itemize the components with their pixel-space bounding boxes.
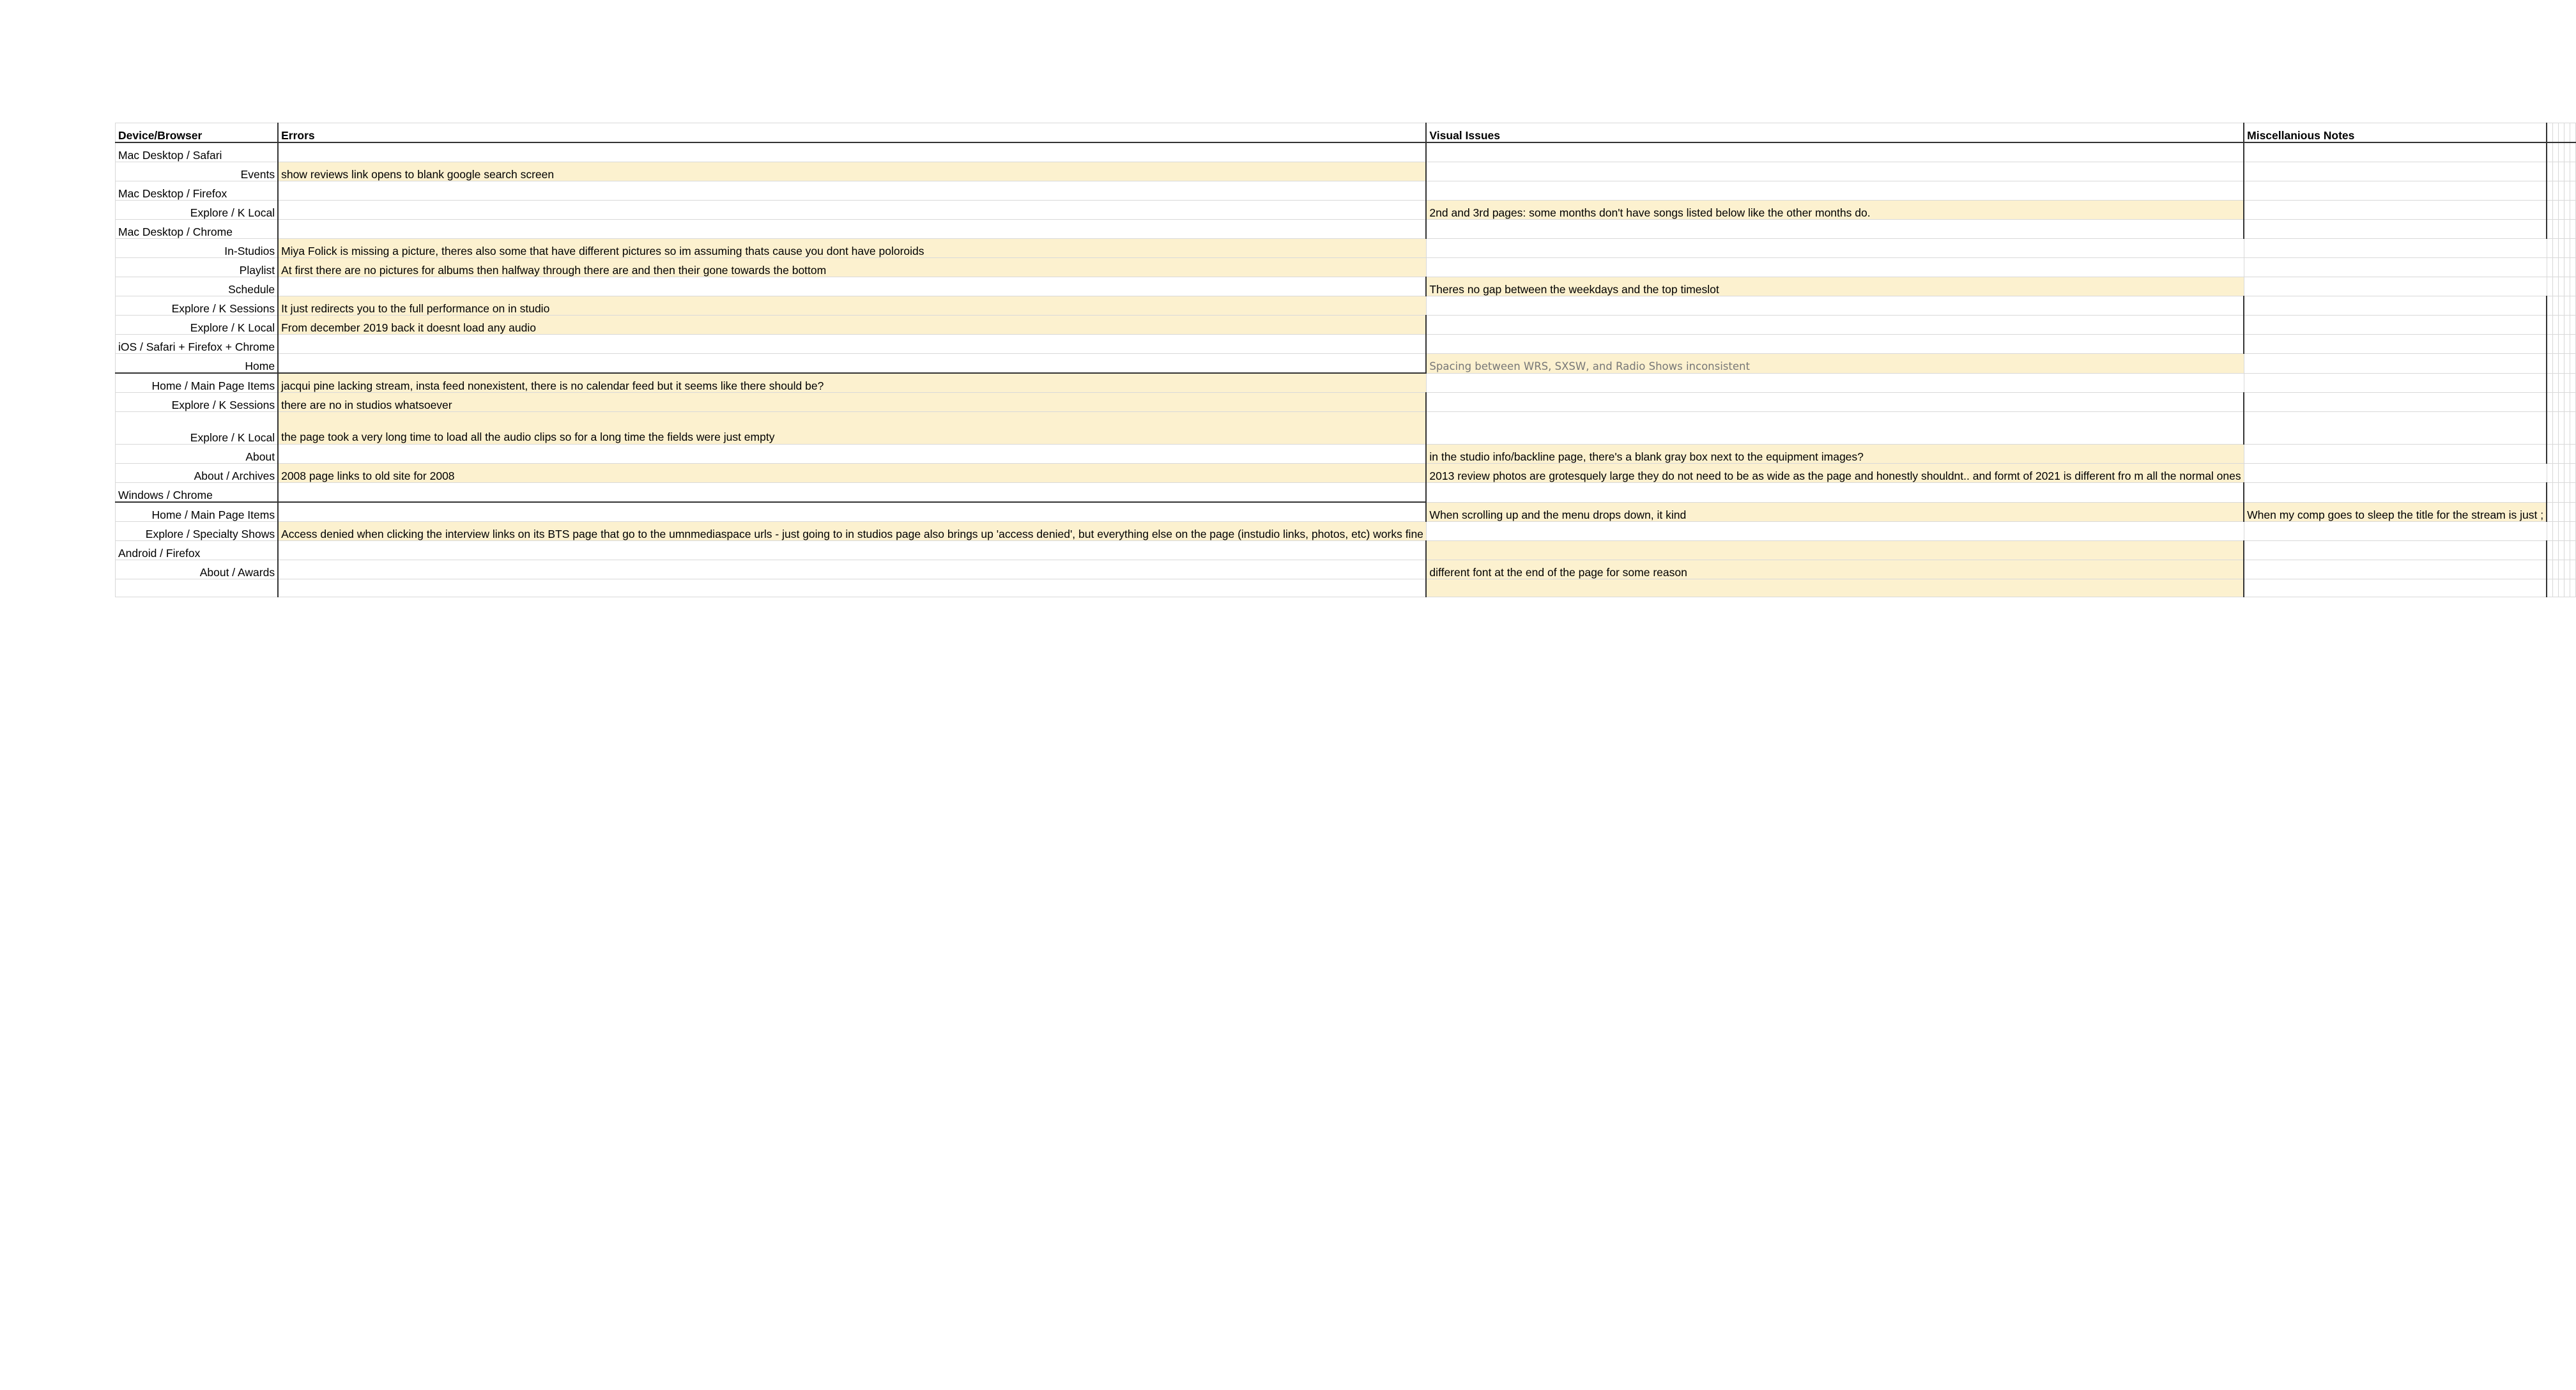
- cell[interactable]: [2570, 258, 2576, 277]
- cell[interactable]: [2570, 373, 2576, 393]
- cell[interactable]: [2547, 142, 2553, 162]
- notes-cell[interactable]: When my comp goes to sleep the title for the stream is just ;: [2244, 502, 2547, 522]
- header-device-browser[interactable]: Device/Browser: [116, 123, 279, 143]
- cell[interactable]: [2570, 142, 2576, 162]
- cell[interactable]: [2553, 201, 2559, 220]
- cell[interactable]: [2559, 560, 2564, 579]
- cell[interactable]: [2570, 464, 2576, 483]
- page-label-cell[interactable]: In-Studios: [116, 239, 279, 258]
- page-label-cell[interactable]: Explore / K Local: [116, 201, 279, 220]
- cell[interactable]: [2570, 354, 2576, 374]
- cell[interactable]: [2570, 335, 2576, 354]
- notes-cell[interactable]: [2244, 296, 2547, 316]
- page-label-cell[interactable]: Schedule: [116, 277, 279, 296]
- cell[interactable]: [2547, 354, 2553, 374]
- notes-cell[interactable]: [2244, 412, 2547, 445]
- visual-cell[interactable]: [1426, 220, 2244, 239]
- cell[interactable]: [2553, 277, 2559, 296]
- cell[interactable]: [2570, 277, 2576, 296]
- errors-cell[interactable]: show reviews link opens to blank google search screen: [278, 162, 1426, 181]
- cell[interactable]: [2570, 541, 2576, 560]
- visual-cell[interactable]: [1426, 296, 2244, 316]
- errors-cell[interactable]: [278, 483, 1426, 503]
- cell[interactable]: [2553, 258, 2559, 277]
- cell[interactable]: [2570, 560, 2576, 579]
- page-label-cell[interactable]: Explore / K Local: [116, 412, 279, 445]
- errors-cell[interactable]: [278, 220, 1426, 239]
- cell[interactable]: [2564, 541, 2570, 560]
- cell[interactable]: [2547, 464, 2553, 483]
- cell[interactable]: [2564, 412, 2570, 445]
- cell[interactable]: [2559, 579, 2564, 597]
- cell[interactable]: [2559, 201, 2564, 220]
- errors-cell[interactable]: [278, 335, 1426, 354]
- visual-cell[interactable]: different font at the end of the page for some reason: [1426, 560, 2244, 579]
- page-label-cell[interactable]: Home / Main Page Items: [116, 373, 279, 393]
- table-row: [116, 296, 2576, 316]
- cell[interactable]: [2547, 373, 2553, 393]
- cell[interactable]: [2559, 316, 2564, 335]
- cell[interactable]: [2559, 123, 2564, 143]
- cell[interactable]: [2547, 123, 2553, 143]
- notes-cell[interactable]: [2244, 258, 2547, 277]
- table-row: [116, 502, 2576, 522]
- cell[interactable]: [2547, 162, 2553, 181]
- cell[interactable]: [2564, 354, 2570, 374]
- table-row: [116, 258, 2576, 277]
- cell[interactable]: [2559, 296, 2564, 316]
- cell[interactable]: [2553, 560, 2559, 579]
- cell[interactable]: [2570, 220, 2576, 239]
- cell[interactable]: [2559, 483, 2564, 503]
- visual-cell[interactable]: [1426, 522, 2244, 541]
- table-row: [116, 373, 2576, 393]
- visual-cell[interactable]: [1426, 181, 2244, 201]
- cell[interactable]: [2553, 445, 2559, 464]
- header-visual-issues[interactable]: Visual Issues: [1426, 123, 2244, 143]
- table-row: [116, 162, 2576, 181]
- notes-cell[interactable]: [2244, 335, 2547, 354]
- cell[interactable]: [2564, 502, 2570, 522]
- cell[interactable]: [2553, 412, 2559, 445]
- notes-cell[interactable]: [2244, 483, 2547, 503]
- table-row: [116, 354, 2576, 374]
- cell[interactable]: [2570, 502, 2576, 522]
- notes-cell[interactable]: [2244, 445, 2547, 464]
- cell[interactable]: [2559, 258, 2564, 277]
- cell[interactable]: [2547, 445, 2553, 464]
- errors-cell[interactable]: Access denied when clicking the interview links on its BTS page that go to the umnmediaspace urls - just going to in studios page also brings up 'access denied', but everything else on the page (instudio links, photos, etc) works fine: [278, 522, 1426, 541]
- notes-cell[interactable]: [2244, 277, 2547, 296]
- table-row: [116, 142, 2576, 162]
- errors-cell[interactable]: It just redirects you to the full performance on in studio: [278, 296, 1426, 316]
- cell[interactable]: [2570, 412, 2576, 445]
- visual-cell[interactable]: [1426, 162, 2244, 181]
- cell[interactable]: [2570, 296, 2576, 316]
- cell[interactable]: [2564, 123, 2570, 143]
- cell[interactable]: [2564, 373, 2570, 393]
- table-row: [116, 181, 2576, 201]
- cell[interactable]: [2559, 445, 2564, 464]
- errors-cell[interactable]: [278, 579, 1426, 597]
- cell[interactable]: [2564, 142, 2570, 162]
- cell[interactable]: [2547, 258, 2553, 277]
- cell[interactable]: [2564, 464, 2570, 483]
- cell[interactable]: [2570, 123, 2576, 143]
- visual-cell[interactable]: [1426, 541, 2244, 560]
- table-row: [116, 412, 2576, 445]
- page-label-cell[interactable]: Explore / K Local: [116, 316, 279, 335]
- device-group-cell[interactable]: Mac Desktop / Chrome: [116, 220, 279, 239]
- cell[interactable]: [2553, 142, 2559, 162]
- visual-cell[interactable]: in the studio info/backline page, there's a blank gray box next to the equipment images?: [1426, 445, 2244, 464]
- cell[interactable]: [2553, 220, 2559, 239]
- cell[interactable]: [2559, 522, 2564, 541]
- cell[interactable]: [2564, 316, 2570, 335]
- cell[interactable]: [2570, 445, 2576, 464]
- cell[interactable]: [2547, 579, 2553, 597]
- cell[interactable]: [2559, 464, 2564, 483]
- cell[interactable]: [2553, 296, 2559, 316]
- table-row: [116, 393, 2576, 412]
- header-row: [116, 123, 2576, 143]
- cell[interactable]: [2547, 393, 2553, 412]
- visual-cell[interactable]: [1426, 258, 2244, 277]
- cell[interactable]: [2564, 560, 2570, 579]
- visual-cell[interactable]: [1426, 335, 2244, 354]
- cell[interactable]: [2553, 522, 2559, 541]
- cell[interactable]: [2553, 464, 2559, 483]
- cell[interactable]: [2547, 335, 2553, 354]
- cell[interactable]: [2564, 181, 2570, 201]
- notes-cell[interactable]: [2244, 201, 2547, 220]
- cell[interactable]: [2553, 162, 2559, 181]
- page-label-cell[interactable]: Explore / Specialty Shows: [116, 522, 279, 541]
- table-row: [116, 522, 2576, 541]
- page-label-cell[interactable]: Explore / K Sessions: [116, 393, 279, 412]
- cell[interactable]: [2564, 220, 2570, 239]
- cell[interactable]: [2553, 181, 2559, 201]
- header-errors[interactable]: Errors: [278, 123, 1426, 143]
- cell[interactable]: [2564, 258, 2570, 277]
- notes-cell[interactable]: [2244, 181, 2547, 201]
- cell[interactable]: [2553, 579, 2559, 597]
- cell[interactable]: [2547, 239, 2553, 258]
- cell[interactable]: [2564, 239, 2570, 258]
- cell[interactable]: [2547, 541, 2553, 560]
- cell[interactable]: [2553, 239, 2559, 258]
- cell[interactable]: [2570, 162, 2576, 181]
- notes-cell[interactable]: [2244, 522, 2547, 541]
- visual-cell[interactable]: [1426, 373, 2244, 393]
- errors-cell[interactable]: jacqui pine lacking stream, insta feed nonexistent, there is no calendar feed but it seems like there should be?: [278, 373, 1426, 393]
- notes-cell[interactable]: [2244, 579, 2547, 597]
- errors-cell[interactable]: Miya Folick is missing a picture, theres also some that have different pictures so im assuming thats cause you dont have poloroids: [278, 239, 1426, 258]
- notes-cell[interactable]: [2244, 393, 2547, 412]
- table-row: [116, 220, 2576, 239]
- cell[interactable]: [2547, 201, 2553, 220]
- table-row: [116, 335, 2576, 354]
- notes-cell[interactable]: [2244, 354, 2547, 374]
- errors-cell[interactable]: there are no in studios whatsoever: [278, 393, 1426, 412]
- cell[interactable]: [2559, 220, 2564, 239]
- device-group-cell[interactable]: Windows / Chrome: [116, 483, 279, 503]
- notes-cell[interactable]: [2244, 316, 2547, 335]
- cell[interactable]: [2547, 220, 2553, 239]
- cell[interactable]: [2570, 181, 2576, 201]
- cell[interactable]: [2547, 502, 2553, 522]
- visual-cell[interactable]: When scrolling up and the menu drops down, it kind: [1426, 502, 2244, 522]
- cell[interactable]: [2564, 445, 2570, 464]
- table-row: [116, 239, 2576, 258]
- cell[interactable]: [2547, 412, 2553, 445]
- cell[interactable]: [2547, 296, 2553, 316]
- page-label-cell[interactable]: Playlist: [116, 258, 279, 277]
- page-label-cell[interactable]: About: [116, 445, 279, 464]
- cell[interactable]: [2559, 162, 2564, 181]
- table-row: [116, 445, 2576, 464]
- errors-cell[interactable]: [278, 142, 1426, 162]
- cell[interactable]: [2570, 239, 2576, 258]
- table-row: [116, 316, 2576, 335]
- cell[interactable]: [2553, 541, 2559, 560]
- errors-cell[interactable]: [278, 354, 1426, 374]
- visual-cell[interactable]: [1426, 483, 2244, 503]
- visual-cell[interactable]: 2nd and 3rd pages: some months don't have songs listed below like the other months do.: [1426, 201, 2244, 220]
- page-label-cell[interactable]: Events: [116, 162, 279, 181]
- header-misc-notes[interactable]: Miscellanious Notes: [2244, 123, 2547, 143]
- errors-cell[interactable]: [278, 445, 1426, 464]
- cell[interactable]: [2559, 412, 2564, 445]
- visual-cell[interactable]: [1426, 579, 2244, 597]
- cell[interactable]: [2553, 316, 2559, 335]
- cell[interactable]: [2547, 316, 2553, 335]
- cell[interactable]: [2547, 181, 2553, 201]
- cell[interactable]: [2564, 296, 2570, 316]
- errors-cell[interactable]: [278, 541, 1426, 560]
- table-row: [116, 560, 2576, 579]
- cell[interactable]: [2547, 483, 2553, 503]
- cell[interactable]: [2553, 502, 2559, 522]
- cell[interactable]: [2553, 483, 2559, 503]
- cell[interactable]: [2564, 335, 2570, 354]
- errors-cell[interactable]: the page took a very long time to load all the audio clips so for a long time the fields were just empty: [278, 412, 1426, 445]
- page-label-cell[interactable]: About / Archives: [116, 464, 279, 483]
- notes-cell[interactable]: [2244, 142, 2547, 162]
- cell[interactable]: [2570, 201, 2576, 220]
- notes-cell[interactable]: [2244, 464, 2547, 483]
- visual-cell[interactable]: Theres no gap between the weekdays and the top timeslot: [1426, 277, 2244, 296]
- device-group-cell[interactable]: Mac Desktop / Safari: [116, 142, 279, 162]
- errors-cell[interactable]: From december 2019 back it doesnt load any audio: [278, 316, 1426, 335]
- cell[interactable]: [2553, 354, 2559, 374]
- visual-cell[interactable]: [1426, 316, 2244, 335]
- visual-cell[interactable]: [1426, 393, 2244, 412]
- device-group-cell[interactable]: Android / Firefox: [116, 541, 279, 560]
- cell[interactable]: [2564, 201, 2570, 220]
- visual-cell[interactable]: [1426, 142, 2244, 162]
- cell[interactable]: [2559, 393, 2564, 412]
- notes-cell[interactable]: [2244, 373, 2547, 393]
- cell[interactable]: [2559, 181, 2564, 201]
- cell[interactable]: [2564, 522, 2570, 541]
- device-group-cell[interactable]: iOS / Safari + Firefox + Chrome: [116, 335, 279, 354]
- notes-cell[interactable]: [2244, 560, 2547, 579]
- cell[interactable]: [2570, 522, 2576, 541]
- cell[interactable]: [2547, 277, 2553, 296]
- notes-cell[interactable]: [2244, 220, 2547, 239]
- notes-cell[interactable]: [2244, 162, 2547, 181]
- table-row: [116, 464, 2576, 483]
- errors-cell[interactable]: [278, 201, 1426, 220]
- cell[interactable]: [2553, 123, 2559, 143]
- cell[interactable]: [2559, 142, 2564, 162]
- table-row: [116, 579, 2576, 597]
- cell[interactable]: [2559, 373, 2564, 393]
- table-row: [116, 483, 2576, 503]
- cell[interactable]: [2570, 483, 2576, 503]
- notes-cell[interactable]: [2244, 239, 2547, 258]
- page-label-cell[interactable]: [116, 579, 279, 597]
- cell[interactable]: [2553, 373, 2559, 393]
- device-group-cell[interactable]: Mac Desktop / Firefox: [116, 181, 279, 201]
- errors-cell[interactable]: 2008 page links to old site for 2008: [278, 464, 1426, 483]
- table-row: [116, 541, 2576, 560]
- cell[interactable]: [2559, 541, 2564, 560]
- cell[interactable]: [2547, 522, 2553, 541]
- page-label-cell[interactable]: About / Awards: [116, 560, 279, 579]
- visual-cell[interactable]: 2013 review photos are grotesquely large they do not need to be as wide as the page and honestly shouldnt.. and formt of 2021 is different fro m all the normal ones: [1426, 464, 2244, 483]
- errors-cell[interactable]: [278, 181, 1426, 201]
- cell[interactable]: [2570, 393, 2576, 412]
- visual-cell[interactable]: [1426, 412, 2244, 445]
- cell[interactable]: [2553, 335, 2559, 354]
- page-label-cell[interactable]: Home: [116, 354, 279, 374]
- page-label-cell[interactable]: Explore / K Sessions: [116, 296, 279, 316]
- errors-cell[interactable]: [278, 277, 1426, 296]
- cell[interactable]: [2570, 579, 2576, 597]
- cell[interactable]: [2564, 579, 2570, 597]
- visual-cell[interactable]: Spacing between WRS, SXSW, and Radio Shows inconsistent: [1426, 354, 2244, 374]
- cell[interactable]: [2559, 277, 2564, 296]
- cell[interactable]: [2559, 239, 2564, 258]
- cell[interactable]: [2553, 393, 2559, 412]
- table-row: [116, 277, 2576, 296]
- errors-cell[interactable]: [278, 502, 1426, 522]
- table-row: [116, 201, 2576, 220]
- errors-cell[interactable]: At first there are no pictures for albums then halfway through there are and then their gone towards the bottom: [278, 258, 1426, 277]
- cell[interactable]: [2559, 502, 2564, 522]
- notes-cell[interactable]: [2244, 541, 2547, 560]
- cell[interactable]: [2559, 335, 2564, 354]
- errors-cell[interactable]: [278, 560, 1426, 579]
- cell[interactable]: [2547, 560, 2553, 579]
- cell[interactable]: [2559, 354, 2564, 374]
- spreadsheet-grid: [115, 123, 2576, 597]
- cell[interactable]: [2564, 393, 2570, 412]
- cell[interactable]: [2570, 316, 2576, 335]
- cell[interactable]: [2564, 162, 2570, 181]
- visual-cell[interactable]: [1426, 239, 2244, 258]
- cell[interactable]: [2564, 277, 2570, 296]
- page-label-cell[interactable]: Home / Main Page Items: [116, 502, 279, 522]
- cell[interactable]: [2564, 483, 2570, 503]
